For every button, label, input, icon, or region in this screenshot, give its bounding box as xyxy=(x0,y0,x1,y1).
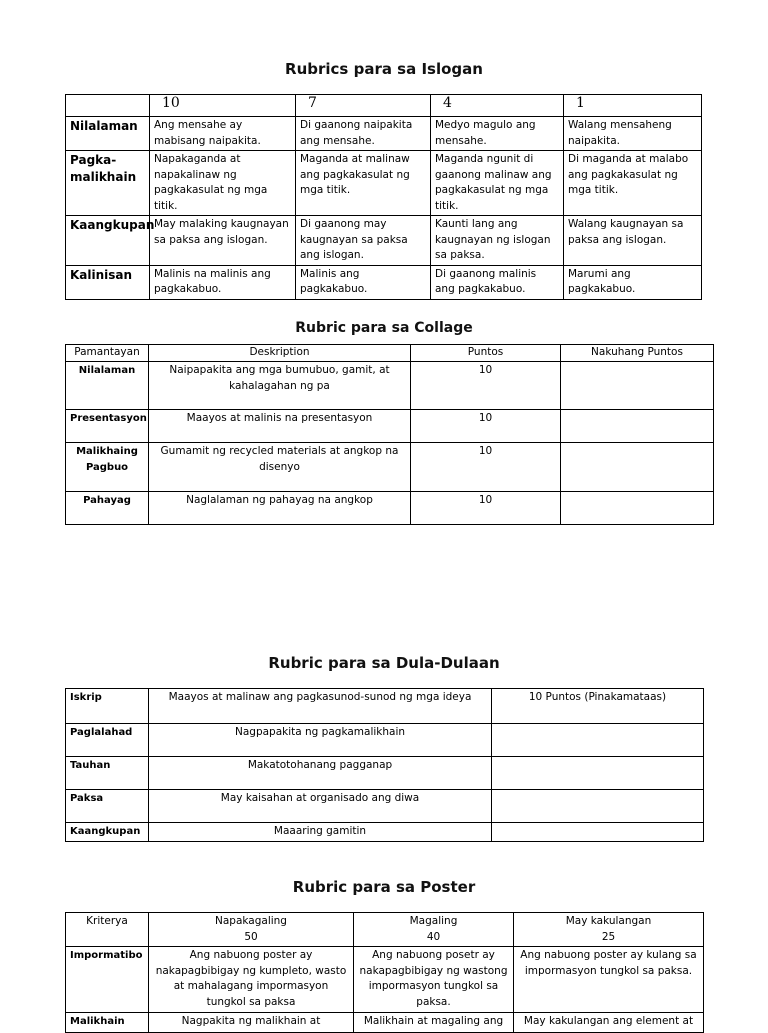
header-label: Kriterya xyxy=(86,915,128,927)
criterion-cell: Pagka-malikhain xyxy=(66,151,150,216)
collage-rubric-table xyxy=(65,344,714,525)
table-cell: Kaunti lang ang kaugnayan ng islogan sa paksa. xyxy=(431,216,564,266)
criterion-cell: Nilalaman xyxy=(66,117,150,151)
table-row xyxy=(66,362,714,410)
points-cell: 10 xyxy=(411,410,561,443)
score-header: 4 xyxy=(431,95,564,117)
criterion-cell: Pahayag xyxy=(66,492,149,525)
criterion-cell: Kalinisan xyxy=(66,265,150,299)
table-cell: Di gaanong may kaugnayan sa paksa ang islogan. xyxy=(296,216,431,266)
table-row xyxy=(66,443,714,492)
header-cell-empty xyxy=(66,95,150,117)
table-cell: May kakulangan ang element at xyxy=(514,1013,704,1033)
table-cell: Marumi ang pagkakabuo. xyxy=(564,265,702,299)
earned-points-cell xyxy=(561,410,714,443)
score-header: 10 xyxy=(150,95,296,117)
table-cell: Walang mensaheng naipakita. xyxy=(564,117,702,151)
points-cell: 10 Puntos (Pinakamataas) xyxy=(492,689,704,724)
table-row xyxy=(66,410,714,443)
table-cell: Di maganda at malabo ang pagkakasulat ng mga titik. xyxy=(564,151,702,216)
table-cell: Napakaganda at napakalinaw ng pagkakasulat ng mga titik. xyxy=(150,151,296,216)
table-row xyxy=(66,790,704,823)
poster-title: Rubric para sa Poster xyxy=(292,878,476,896)
description-cell: Maayos at malinaw ang pagkasunod-sunod ng mga ideya xyxy=(149,689,492,724)
table-header-row xyxy=(66,95,702,117)
header-cell: Nakuhang Puntos xyxy=(561,345,714,362)
table-cell: Medyo magulo ang mensahe. xyxy=(431,117,564,151)
header-points: 25 xyxy=(601,930,616,943)
description-cell: Nagpapakita ng pagkamalikhain xyxy=(149,724,492,757)
criterion-cell: Kaangkupan xyxy=(66,216,150,266)
earned-points-cell xyxy=(561,362,714,410)
table-cell: Malinis na malinis ang pagkakabuo. xyxy=(150,265,296,299)
criterion-cell: Nilalaman xyxy=(66,362,149,410)
header-cell: Puntos xyxy=(411,345,561,362)
description-cell: Gumamit ng recycled materials at angkop na disenyo xyxy=(149,443,411,492)
table-cell: Malinis ang pagkakabuo. xyxy=(296,265,431,299)
header-label: Napakagaling xyxy=(215,915,287,927)
table-cell: May malaking kaugnayan sa paksa ang islogan. xyxy=(150,216,296,266)
islogan-title: Rubrics para sa Islogan xyxy=(285,60,483,78)
table-cell: Ang nabuong poster ay kulang sa impormasyon tungkol sa paksa. xyxy=(514,947,704,1013)
table-row xyxy=(66,151,702,216)
islogan-rubric-table xyxy=(65,94,702,300)
points-cell xyxy=(492,724,704,757)
points-cell: 10 xyxy=(411,492,561,525)
points-cell: 10 xyxy=(411,443,561,492)
table-row xyxy=(66,689,704,724)
table-cell: Di gaanong malinis ang pagkakabuo. xyxy=(431,265,564,299)
header-cell xyxy=(354,913,514,947)
criterion-cell: Kaangkupan xyxy=(66,823,149,842)
table-row xyxy=(66,492,714,525)
points-cell: 10 xyxy=(411,362,561,410)
criterion-cell: Tauhan xyxy=(66,757,149,790)
header-label: May kakulangan xyxy=(565,915,652,927)
table-row xyxy=(66,757,704,790)
table-row xyxy=(66,117,702,151)
table-row xyxy=(66,265,702,299)
header-label: Magaling xyxy=(409,915,458,927)
criterion-cell: Impormatibo xyxy=(66,947,149,1013)
collage-title: Rubric para sa Collage xyxy=(295,320,473,336)
description-cell: Naglalaman ng pahayag na angkop xyxy=(149,492,411,525)
table-row xyxy=(66,947,704,1013)
score-header: 7 xyxy=(296,95,431,117)
table-header-row xyxy=(66,345,714,362)
points-cell xyxy=(492,790,704,823)
table-cell: Maganda ngunit di gaanong malinaw ang pagkakasulat ng mga titik. xyxy=(431,151,564,216)
description-cell: Makatotohanang pagganap xyxy=(149,757,492,790)
criterion-cell: Paksa xyxy=(66,790,149,823)
header-cell xyxy=(514,913,704,947)
earned-points-cell xyxy=(561,443,714,492)
description-cell: Maayos at malinis na presentasyon xyxy=(149,410,411,443)
header-points: 40 xyxy=(426,930,441,943)
table-row xyxy=(66,1013,704,1033)
dula-title: Rubric para sa Dula-Dulaan xyxy=(268,654,500,672)
table-cell: Nagpakita ng malikhain at xyxy=(149,1013,354,1033)
table-cell: Di gaanong naipakita ang mensahe. xyxy=(296,117,431,151)
table-cell: Ang nabuong posetr ay nakapagbibigay ng wastong impormasyon tungkol sa paksa. xyxy=(354,947,514,1013)
criterion-cell: Iskrip xyxy=(66,689,149,724)
header-cell: Pamantayan xyxy=(66,345,149,362)
table-cell: Ang nabuong poster ay nakapagbibigay ng kumpleto, wasto at mahalagang impormasyon tungkol sa paksa xyxy=(149,947,354,1013)
header-cell xyxy=(66,913,149,947)
table-header-row xyxy=(66,913,704,947)
description-cell: Naipapakita ang mga bumubuo, gamit, at kahalagahan ng pa xyxy=(149,362,411,410)
points-cell xyxy=(492,823,704,842)
poster-rubric-table xyxy=(65,912,704,1033)
table-cell: Walang kaugnayan sa paksa ang islogan. xyxy=(564,216,702,266)
table-row xyxy=(66,216,702,266)
criterion-cell: Malikhaing Pagbuo xyxy=(66,443,149,492)
table-row xyxy=(66,823,704,842)
header-points: 50 xyxy=(244,930,258,943)
table-cell: Ang mensahe ay mabisang naipakita. xyxy=(150,117,296,151)
table-row xyxy=(66,724,704,757)
header-cell xyxy=(149,913,354,947)
criterion-cell: Malikhain xyxy=(66,1013,149,1033)
table-cell: Malikhain at magaling ang xyxy=(354,1013,514,1033)
header-cell: Deskription xyxy=(149,345,411,362)
description-cell: May kaisahan at organisado ang diwa xyxy=(149,790,492,823)
earned-points-cell xyxy=(561,492,714,525)
score-header: 1 xyxy=(564,95,702,117)
dula-rubric-table xyxy=(65,688,704,842)
description-cell: Maaaring gamitin xyxy=(149,823,492,842)
table-cell: Maganda at malinaw ang pagkakasulat ng mga titik. xyxy=(296,151,431,216)
criterion-cell: Presentasyon xyxy=(66,410,149,443)
criterion-cell: Paglalahad xyxy=(66,724,149,757)
points-cell xyxy=(492,757,704,790)
